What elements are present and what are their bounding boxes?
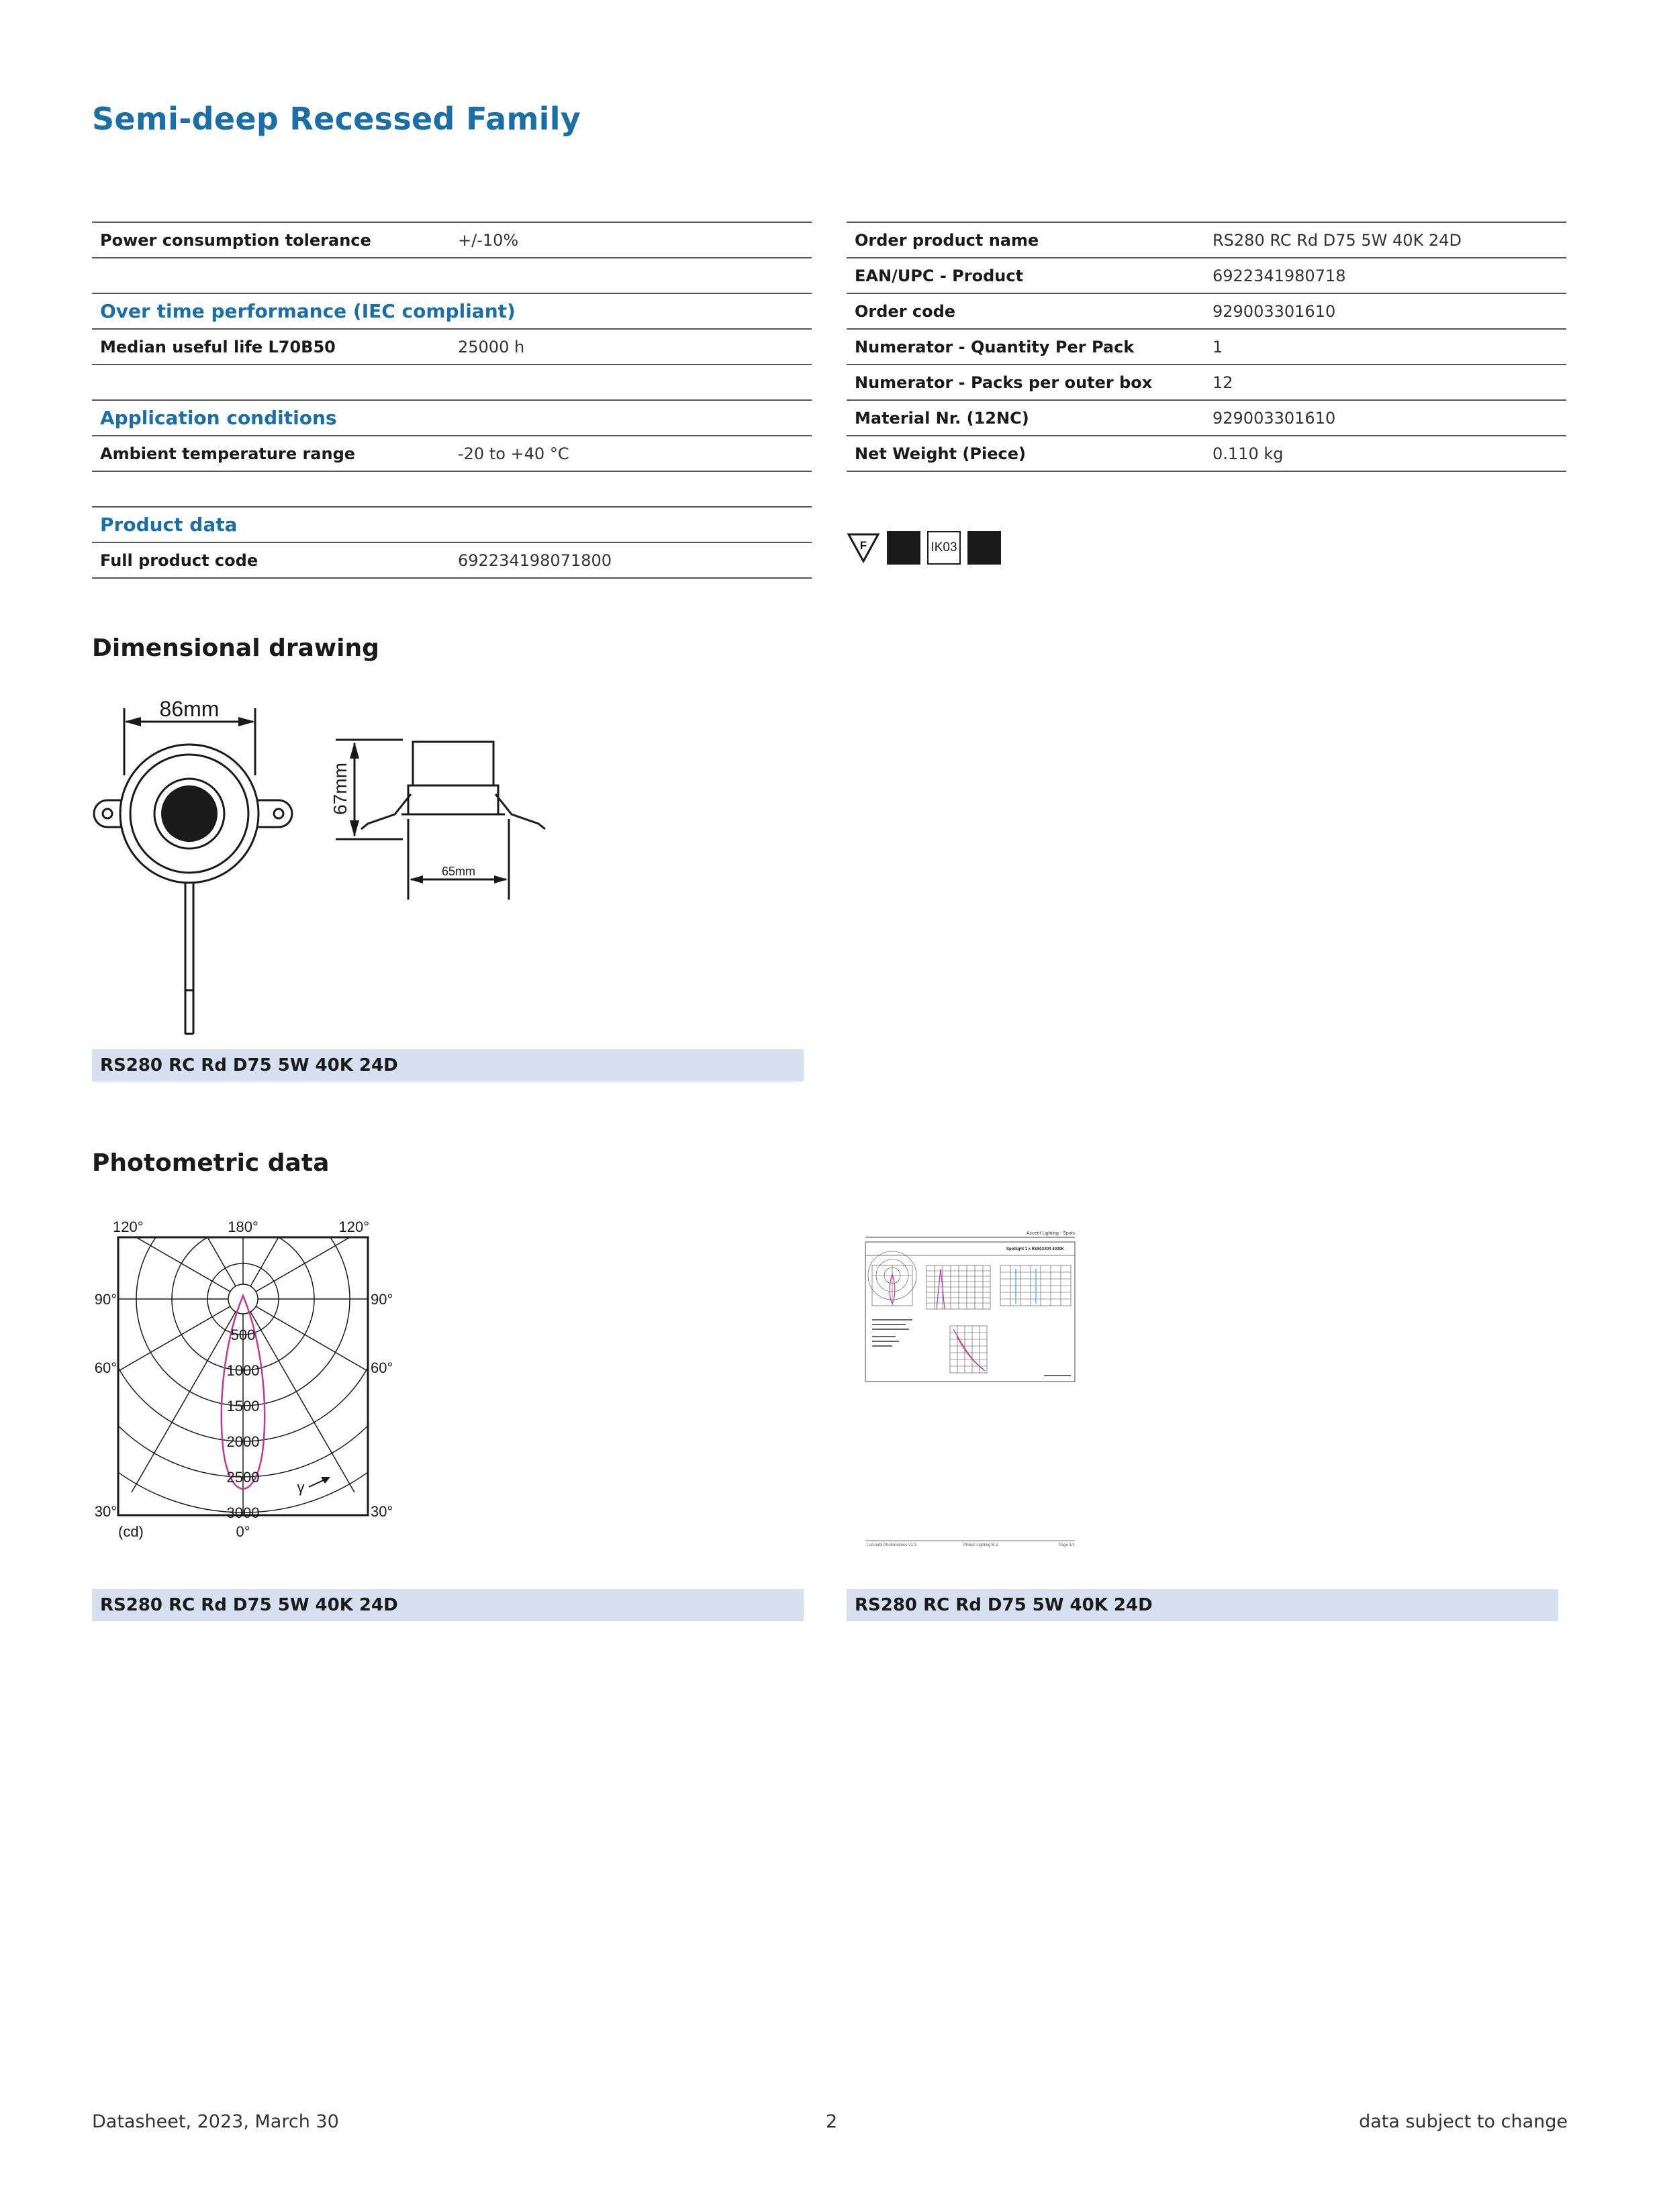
certification-block-icon	[887, 531, 920, 565]
certification-marks	[847, 530, 1001, 565]
spacer-row	[92, 365, 812, 400]
spec-row	[92, 222, 812, 258]
f-mark-letter: F	[859, 539, 867, 552]
spec-label: Power consumption tolerance	[92, 222, 450, 258]
spec-value: +/-10%	[450, 222, 812, 258]
spec-value: 6922341980718	[1204, 258, 1566, 293]
spec-label: Numerator - Packs per outer box	[847, 365, 1204, 400]
spec-label: Net Weight (Piece)	[847, 436, 1204, 471]
spec-row	[92, 542, 812, 578]
polar-left-angle: 60°	[94, 1359, 117, 1376]
polar-bottom-angle: 0°	[236, 1523, 250, 1540]
thumb-footer-right: Page 1/1	[1058, 1543, 1075, 1547]
spec-label: Material Nr. (12NC)	[847, 400, 1204, 436]
spacer-row	[92, 258, 812, 293]
spec-row	[847, 329, 1566, 365]
spec-row	[847, 293, 1566, 329]
polar-top-left-angle: 120°	[113, 1218, 144, 1235]
dimensional-drawing-heading: Dimensional drawing	[92, 634, 379, 662]
spec-label: Order product name	[847, 222, 1204, 258]
polar-top-right-angle: 120°	[338, 1218, 369, 1235]
intensity-label: 2500	[226, 1469, 260, 1486]
spec-row	[847, 400, 1566, 436]
footer-page-number: 2	[826, 2111, 838, 2132]
spec-value: 12	[1204, 365, 1566, 400]
spec-value: 25000 h	[450, 329, 812, 365]
spec-value: 692234198071800	[450, 542, 812, 578]
spec-label: Ambient temperature range	[92, 436, 450, 471]
spec-value: 929003301610	[1204, 293, 1566, 329]
polar-right-angle: 90°	[371, 1291, 393, 1308]
thumb-subtitle: Spotlight 1 x RS803X04 4000K	[1006, 1247, 1064, 1251]
width-dimension-label: 86mm	[159, 697, 220, 721]
polar-right-angle: 60°	[371, 1359, 393, 1376]
spec-row	[847, 222, 1566, 258]
thumb-footer-left: Lumout3 Photometrics V1.3	[867, 1543, 917, 1547]
footer-date: Datasheet, 2023, March 30	[92, 2111, 339, 2132]
polar-top-center-angle: 180°	[228, 1218, 258, 1235]
polar-left-angle: 90°	[94, 1291, 117, 1308]
gamma-label: γ	[297, 1479, 305, 1496]
spec-label: Full product code	[92, 542, 450, 578]
right-spec-table	[847, 222, 1566, 472]
spec-label: EAN/UPC - Product	[847, 258, 1204, 293]
ik-rating-icon: IK03	[927, 531, 961, 565]
height-dimension-label: 67mm	[330, 763, 350, 815]
dimensional-drawing	[87, 695, 571, 1047]
intensity-label: 3000	[226, 1504, 260, 1521]
spec-row	[92, 329, 812, 365]
spec-row	[847, 258, 1566, 293]
thumb-header: Accent Lighting - Spots	[1027, 1231, 1075, 1236]
photometric-report-thumbnail	[863, 1229, 1078, 1547]
intensity-label: 500	[230, 1327, 256, 1343]
f-mark-icon	[847, 531, 880, 565]
intensity-label: 1500	[226, 1398, 260, 1414]
intensity-label: 2000	[226, 1433, 260, 1450]
spacer-row	[92, 471, 812, 507]
left-spec-table	[92, 222, 812, 579]
spec-value: 0.110 kg	[1204, 436, 1566, 471]
dimensional-drawing-caption: RS280 RC Rd D75 5W 40K 24D	[92, 1049, 804, 1081]
section-row	[92, 293, 812, 329]
footer-disclaimer: data subject to change	[1359, 2111, 1568, 2132]
section-heading: Product data	[92, 507, 812, 542]
spec-label: Numerator - Quantity Per Pack	[847, 329, 1204, 365]
spec-row	[92, 436, 812, 471]
spacer-cell	[92, 471, 812, 507]
section-row	[92, 507, 812, 542]
polar-left-angle: 30°	[94, 1503, 117, 1520]
spec-row	[847, 436, 1566, 471]
thumb-footer-mid: Philips Lighting B.V.	[963, 1543, 999, 1547]
photometric-data-heading: Photometric data	[92, 1149, 330, 1177]
page-title: Semi-deep Recessed Family	[92, 101, 581, 137]
spec-label: Order code	[847, 293, 1204, 329]
photometric-caption-left: RS280 RC Rd D75 5W 40K 24D	[92, 1589, 804, 1621]
spec-value: 929003301610	[1204, 400, 1566, 436]
photometric-caption-right: RS280 RC Rd D75 5W 40K 24D	[847, 1589, 1558, 1621]
certification-block-icon	[967, 531, 1001, 565]
spec-row	[847, 365, 1566, 400]
intensity-label: 1000	[226, 1362, 260, 1379]
cutout-dimension-label: 65mm	[441, 865, 476, 878]
section-heading: Over time performance (IEC compliant)	[92, 293, 812, 329]
spacer-cell	[92, 258, 812, 293]
polar-right-angle: 30°	[371, 1503, 393, 1520]
spec-value: 1	[1204, 329, 1566, 365]
spacer-cell	[92, 365, 812, 400]
spec-label: Median useful life L70B50	[92, 329, 450, 365]
spec-value: RS280 RC Rd D75 5W 40K 24D	[1204, 222, 1566, 258]
polar-intensity-diagram	[87, 1212, 403, 1561]
section-row	[92, 400, 812, 436]
section-heading: Application conditions	[92, 400, 812, 436]
polar-unit-label: (cd)	[118, 1523, 144, 1540]
spec-value: -20 to +40 °C	[450, 436, 812, 471]
